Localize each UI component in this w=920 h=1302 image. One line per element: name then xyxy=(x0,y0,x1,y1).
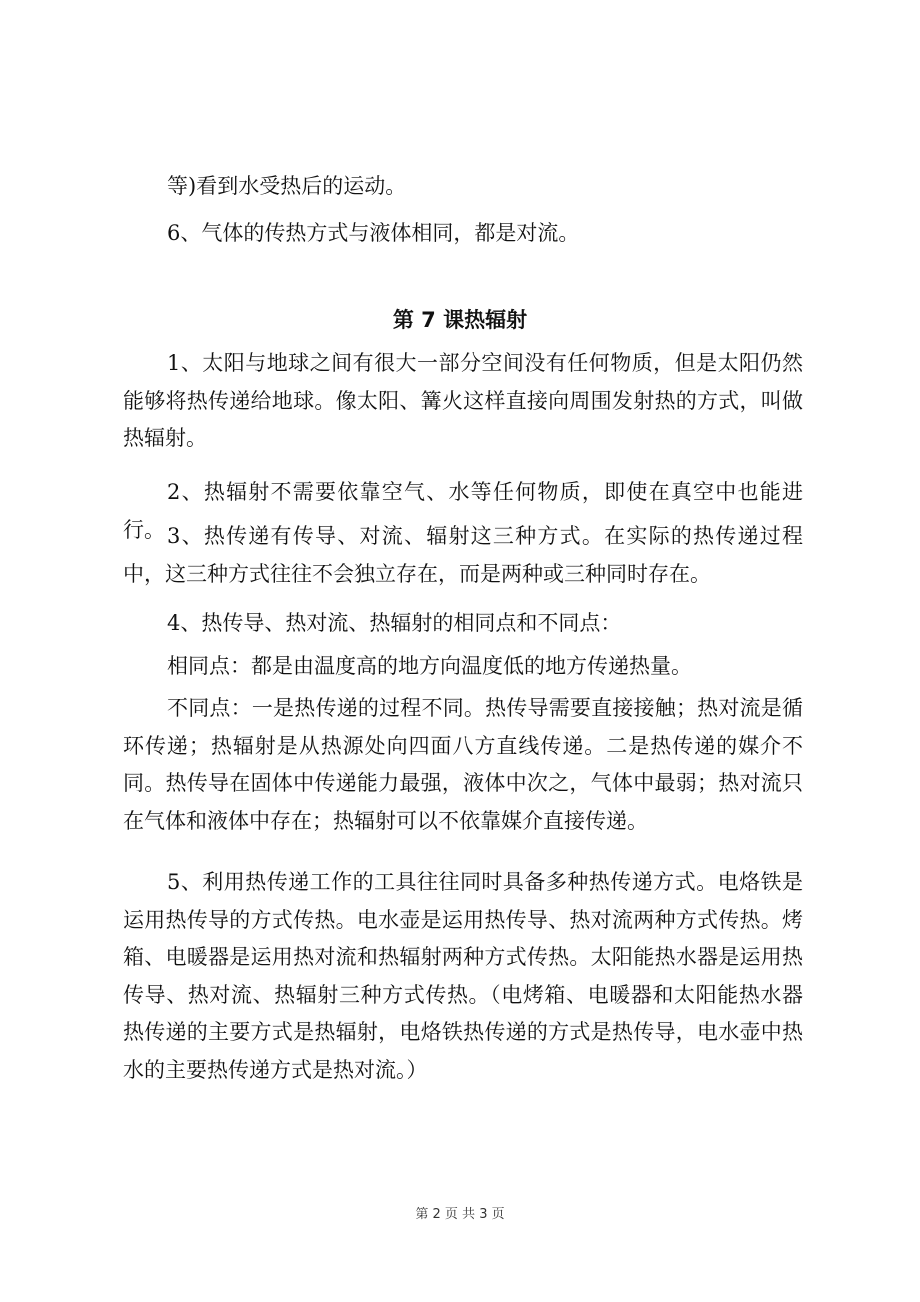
lesson-title: 第 7 课热辐射 xyxy=(392,308,528,332)
paragraph-similarities: 相同点：都是由温度高的地方向温度低的地方传递热量。 xyxy=(167,654,692,678)
paragraph-differences: 不同点：一是热传递的过程不同。热传导需要直接接触；热对流是循环传递；热辐射是从热源处向四面八方直线传递。二是热传递的媒介不同。热传导在固体中传递能力最强，液体中次之，气体中最弱；热对流只在气体和液体中存在；热辐射可以不依靠媒介直接传递。 xyxy=(123,696,803,833)
paragraph-5: 5、利用热传递工作的工具往往同时具备多种热传递方式。电烙铁是运用热传导的方式传热。电水壶是运用热传导、热对流两种方式传热。烤箱、电暖器是运用热对流和热辐射两种方式传热。太阳能热水器是运用热传导、热对流、热辐射三种方式传热。（电烤箱、电暖器和太阳能热水器热传递的主要方式是热辐射，电烙铁热传递的方式是热传导，电水壶中热水的主要热传递方式是热对流。） xyxy=(123,870,803,1082)
paragraph-1: 1、太阳与地球之间有很大一部分空间没有任何物质，但是太阳仍然能够将热传递给地球。像太阳、篝火这样直接向周围发射热的方式，叫做热辐射。 xyxy=(123,351,803,450)
paragraph-3: 3、热传递有传导、对流、辐射这三种方式。在实际的热传递过程中，这三种方式往往不会独立存在，而是两种或三种同时存在。 xyxy=(123,524,803,586)
page-footer: 第 2 页 共 3 页 xyxy=(415,1207,505,1222)
item-6-previous-lesson: 6、气体的传热方式与液体相同，都是对流。 xyxy=(167,221,580,245)
paragraph-2: 2、热辐射不需要依靠空气、水等任何物质，即使在真空中也能进行。 xyxy=(123,480,803,542)
continuation-line: 等)看到水受热后的运动。 xyxy=(167,174,407,198)
paragraph-4: 4、热传导、热对流、热辐射的相同点和不同点： xyxy=(167,611,622,635)
